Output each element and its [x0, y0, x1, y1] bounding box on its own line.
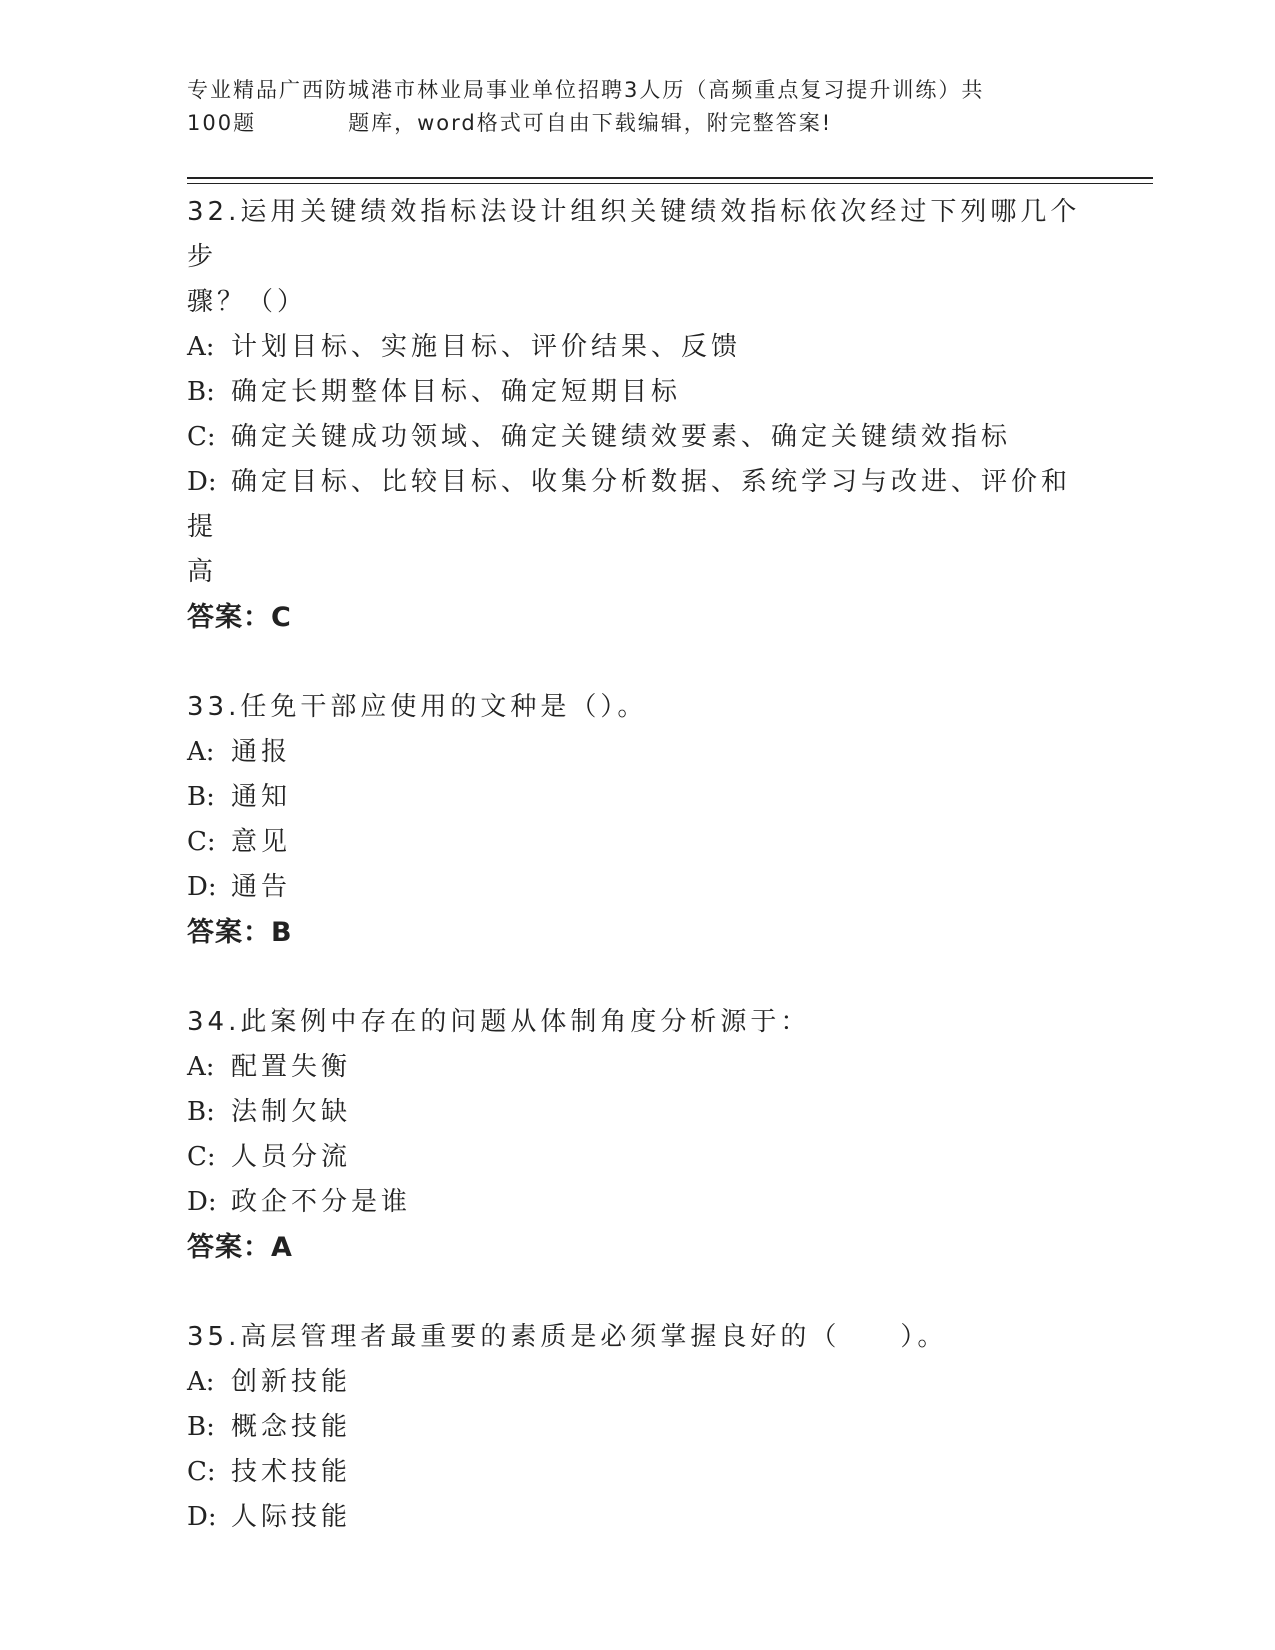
question-34: [187, 1000, 1087, 1270]
option-letter: B:: [187, 1097, 215, 1127]
option-text: 技术技能: [231, 1457, 352, 1487]
document-header: [187, 74, 1087, 140]
option-d: [187, 460, 1087, 550]
option-b: [187, 1405, 1087, 1450]
option-text: 法制欠缺: [231, 1097, 352, 1127]
option-letter: A:: [187, 1052, 215, 1082]
option-letter: D:: [187, 872, 217, 902]
answer-label: 答案：C: [187, 602, 292, 633]
option-letter: C:: [187, 827, 216, 857]
option-c: [187, 415, 1087, 460]
option-text: 确定长期整体目标、确定短期目标: [231, 377, 682, 407]
answer-label: 答案：A: [187, 1232, 293, 1263]
option-letter: B:: [187, 782, 215, 812]
option-text: 创新技能: [231, 1367, 352, 1397]
questions-body: [187, 190, 1087, 1540]
option-b: [187, 370, 1087, 415]
option-letter: B:: [187, 377, 215, 407]
question-32: [187, 190, 1087, 640]
question-stem: 33.任免干部应使用的文种是（）。: [187, 692, 648, 722]
option-letter: A:: [187, 1367, 215, 1397]
option-text: 概念技能: [231, 1412, 352, 1442]
option-letter: B:: [187, 1412, 215, 1442]
header-line-1: 专业精品广西防城港市林业局事业单位招聘3人历（高频重点复习提升训练）共: [187, 78, 985, 102]
option-text: 人际技能: [231, 1502, 352, 1532]
option-text: 人员分流: [231, 1142, 352, 1172]
option-letter: C:: [187, 1142, 216, 1172]
header-question-count: 100题: [187, 111, 257, 135]
option-letter: D:: [187, 1502, 217, 1532]
option-text: 政企不分是谁: [231, 1187, 412, 1217]
option-letter: A:: [187, 332, 215, 362]
question-stem: 32.运用关键绩效指标法设计组织关键绩效指标依次经过下列哪几个步: [187, 197, 1081, 272]
option-letter: C:: [187, 422, 216, 452]
option-b: [187, 1090, 1087, 1135]
option-c: [187, 1450, 1087, 1495]
option-text: 配置失衡: [231, 1052, 352, 1082]
option-text: 意见: [231, 827, 292, 857]
option-text: 确定关键成功领域、确定关键绩效要素、确定关键绩效指标: [231, 422, 1012, 452]
option-text: 计划目标、实施目标、评价结果、反馈: [231, 332, 742, 362]
option-b: [187, 775, 1087, 820]
option-c: [187, 1135, 1087, 1180]
option-d-continued: 高: [187, 557, 218, 587]
option-text: 通报: [231, 737, 292, 767]
question-stem: 35.高层管理者最重要的素质是必须掌握良好的（ ）。: [187, 1322, 948, 1352]
option-text: 通告: [231, 872, 292, 902]
option-a: [187, 1045, 1087, 1090]
option-letter: C:: [187, 1457, 216, 1487]
option-a: [187, 730, 1087, 775]
header-line-2: [187, 107, 1087, 140]
option-letter: D:: [187, 467, 217, 497]
option-text: 通知: [231, 782, 292, 812]
header-description: 题库，word格式可自由下载编辑，附完整答案!: [348, 111, 833, 135]
option-a: [187, 1360, 1087, 1405]
answer-label: 答案：B: [187, 917, 293, 948]
question-stem-continued: 骤？（）: [187, 287, 308, 317]
option-letter: D:: [187, 1187, 217, 1217]
option-letter: A:: [187, 737, 215, 767]
option-d: [187, 865, 1087, 910]
option-d: [187, 1495, 1087, 1540]
option-d: [187, 1180, 1087, 1225]
header-divider-thick: [187, 177, 1153, 179]
question-stem: 34.此案例中存在的问题从体制角度分析源于：: [187, 1007, 811, 1037]
header-divider-thin: [187, 183, 1153, 184]
option-a: [187, 325, 1087, 370]
option-text: 确定目标、比较目标、收集分析数据、系统学习与改进、评价和提: [187, 467, 1072, 542]
question-33: [187, 685, 1087, 955]
option-c: [187, 820, 1087, 865]
question-35: [187, 1315, 1087, 1540]
